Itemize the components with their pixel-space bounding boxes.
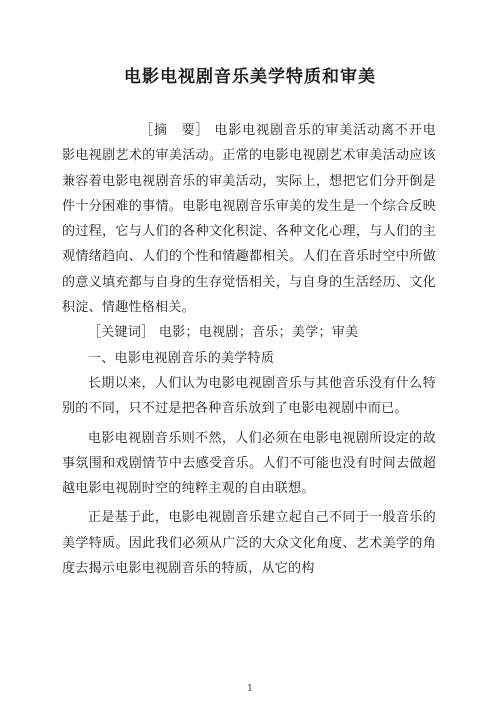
section-heading: 一、电影电视剧音乐的美学特质 bbox=[88, 350, 275, 366]
abstract-paragraph: ［摘 要］ 电影电视剧音乐的审美活动离不开电影电视剧艺术的审美活动。正常的电影电视剧艺术审美活动应该兼容着电影电视剧音乐的审美活动，实际上，想把它们分开倒是件十分困难的事情。电影电视剧音乐审美的发生是一个综合反映的过程，它与人们的各种文化积淀、各种文化心理，与人们的主观情绪趋向、人们的个性和情趣都相关。人们在音乐时空中所做的意义填充都与自身的生存觉悟相关，与自身的生活经历、文化积淀、情趣性格相关。 bbox=[62, 123, 436, 316]
page-number: 1 bbox=[247, 684, 253, 694]
document-body bbox=[62, 118, 436, 581]
body-paragraph: 电影电视剧音乐则不然，人们必须在电影电视剧所设定的故事氛围和戏剧情节中去感受音乐。人们不可能也没有时间去做超越电影电视剧时空的纯粹主观的自由联想。 bbox=[62, 430, 436, 497]
keywords-paragraph: ［关键词］ 电影；电视剧；音乐；美学；审美 bbox=[88, 325, 359, 341]
body-paragraph: 正是基于此，电影电视剧音乐建立起自己不同于一般音乐的美学特质。因此我们必须从广泛的大众文化角度、艺术美学的角度去揭示电影电视剧音乐的特质，从它的构 bbox=[62, 510, 436, 577]
body-paragraph: 长期以来，人们认为电影电视剧音乐与其他音乐没有什么特别的不同，只不过是把各种音乐放到了电影电视剧中而已。 bbox=[62, 375, 436, 417]
document-title: 电影电视剧音乐美学特质和审美 bbox=[124, 67, 376, 87]
